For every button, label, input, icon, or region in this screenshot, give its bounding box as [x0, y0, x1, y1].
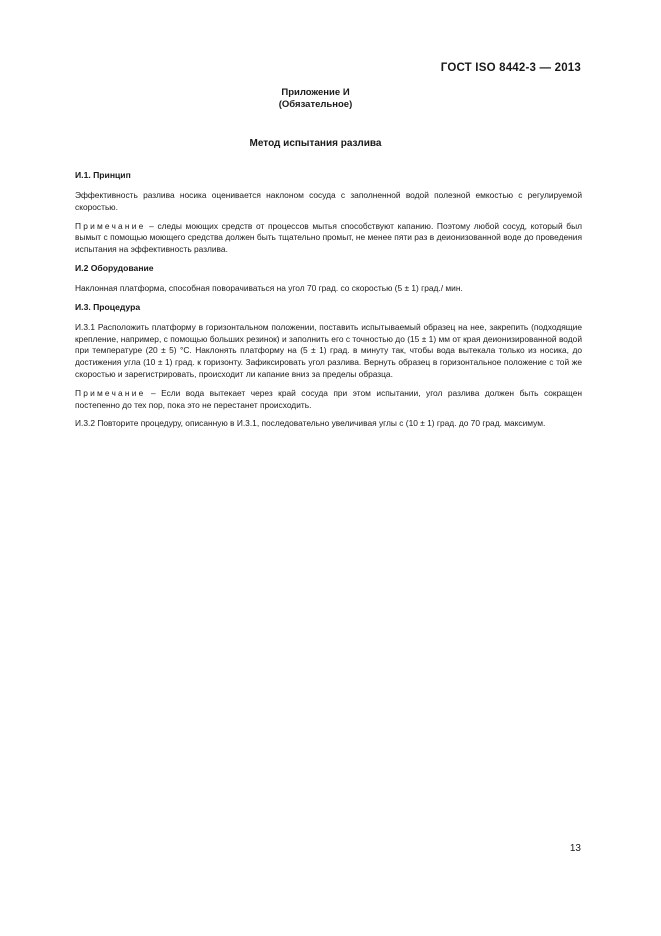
procedure-note [75, 388, 582, 412]
equipment-paragraph: Наклонная платформа, способная поворачиваться на угол 70 град. со скоростью (5 ± 1) град./ мин. [75, 282, 463, 293]
standard-code: ГОСТ ISO 8442-3 — 2013 [440, 62, 581, 74]
note-label: Примечание [75, 220, 146, 231]
procedure-paragraph-2: И.3.2 Повторите процедуру, описанную в И.3.1, последовательно увеличивая углы с (10 ± 1) град. до 70 град. максимум. [75, 418, 546, 429]
principle-paragraph [75, 190, 582, 214]
annex-status: (Обязательное) [278, 99, 353, 110]
section-heading-procedure: И.3. Процедура [75, 301, 141, 312]
principle-note [75, 221, 582, 256]
note-label: Примечание [75, 387, 146, 398]
note-text: – следы моющих средств от процессов мытья способствуют капанию. Поэтому любой сосуд, который был вымыт с помощью моющего средства должен быть тщательно промыт, не менее пяти раз в деионизованной воде до проведения испытания на эффективность разлива. [75, 220, 582, 255]
section-heading-principle: И.1. Принцип [75, 170, 131, 180]
page-number: 13 [569, 843, 581, 854]
principle-text: Эффективность разлива носика оценивается наклоном сосуда с заполненной водой полезной емкостью с регулируемой скоростью. [75, 190, 582, 212]
procedure-paragraph-1: И.3.1 Расположить платформу в горизонтальном положении, поставить испытываемый образец на нее, закрепить (подходящие крепление, например, с помощью больших резинок) и заполнить его с точностью до (15 ± 1) мм от края деионизированной водой при температуре (20 ± 5) °С. Наклонять платформу на (5 ± 1) град. в минуту так, чтобы вода вытекала только из носика, до достижения угла (10 ± 1) град. к горизонту. Зафиксировать угол разлива. Вернуть образец в горизонтальное положение с той же скоростью и зарегистрировать, происходит ли капание вниз за пределы образца. [75, 321, 582, 379]
annex-title: Приложение И [281, 87, 350, 98]
method-title: Метод испытания разлива [249, 138, 382, 149]
annex-block [0, 87, 631, 111]
section-heading-equipment: И.2 Оборудование [75, 262, 154, 273]
note-text: – Если вода вытекает через край сосуда при этом испытании, угол разлива должен быть сокращен постепенно до тех пор, пока это не перестанет происходить. [75, 387, 582, 410]
document-body [75, 170, 582, 437]
